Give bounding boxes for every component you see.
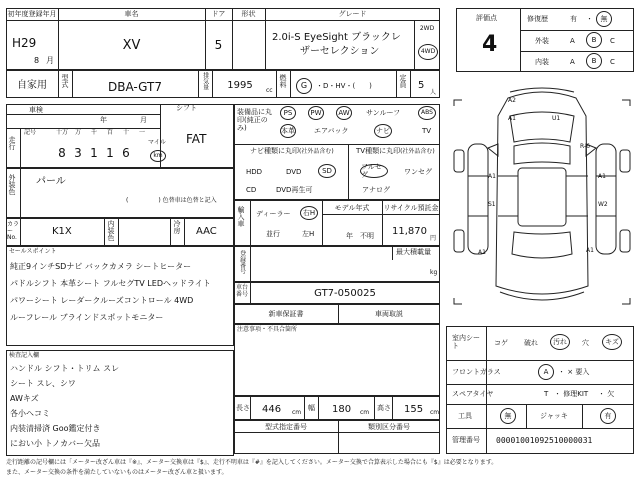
interior-grade-label: 内装	[535, 58, 549, 66]
seat-yabure: 破れ	[524, 339, 538, 347]
capacity-unit: 人	[430, 89, 437, 96]
type-no-label: 型式指定番号	[265, 423, 307, 431]
shift-value: FAT	[186, 132, 207, 146]
fuel-label: 燃料	[279, 74, 288, 88]
digit-header-2: 千	[90, 129, 97, 136]
digit-value-3: 1	[106, 146, 114, 160]
max-load-label: 最大積載量	[396, 248, 431, 256]
first-reg-label: 初年度登録年月	[7, 10, 57, 18]
tools-value-circled: 無	[500, 408, 516, 424]
grade-line1: 2.0i-S EyeSight ブラックレ	[272, 32, 401, 43]
grade-label: グレード	[338, 10, 367, 18]
mark-w2: W2	[598, 201, 608, 208]
mark-a1-top: A1	[508, 115, 516, 122]
door-label: ドア	[211, 10, 226, 18]
spare-missing: ・ 欠	[598, 390, 615, 398]
import-label: 輸入車	[237, 206, 246, 227]
capacity-label: 定員	[399, 74, 408, 88]
interior-color-label: 内装色	[107, 220, 116, 241]
height-label: 高さ	[377, 404, 391, 412]
int-scale-c: C	[610, 58, 615, 66]
import-parallel: 並行	[266, 230, 280, 238]
aircon-label: 冷房	[173, 220, 182, 234]
model-value: DBA-GT7	[107, 80, 163, 94]
recycle-label: リサイクル預託金	[383, 204, 439, 212]
tv-oneseg: ワンセグ	[404, 168, 432, 176]
mark-u1: U1	[552, 115, 561, 122]
equip-leather: 本革	[280, 124, 296, 138]
seat-koge: コゲ	[494, 339, 508, 347]
displacement-value: 1995	[227, 80, 253, 91]
equip-navi: ナビ	[374, 124, 392, 138]
inspector-line: AWキズ	[10, 394, 39, 403]
fuel-options: ・D・HV・( )	[316, 82, 372, 90]
capacity-value: 5	[418, 80, 425, 91]
management-label: 管理番号	[452, 436, 480, 444]
front-glass-a-circled: A	[538, 364, 554, 380]
wear-no-circled: 無	[596, 11, 612, 27]
chassis-label: 車台番号	[236, 284, 249, 298]
ext-scale-b-circled: B	[586, 32, 602, 48]
digit-value-4: 6	[122, 146, 130, 160]
digit-header-3: 百	[106, 129, 113, 136]
navi-title: ナビ種類に丸印(社外品含む)	[250, 147, 334, 155]
grade-line2: ザーセレクション	[300, 46, 380, 57]
ext-scale-a: A	[570, 37, 575, 45]
seat-yogore-circled: 汚れ	[550, 334, 570, 350]
fuel-circled: G	[296, 78, 312, 94]
digit-header-0: 十万	[55, 129, 68, 136]
length-label: 長さ	[236, 404, 250, 412]
ext-scale-c: C	[610, 37, 615, 45]
digit-header-4: 十	[122, 129, 129, 136]
notes-block	[234, 324, 440, 396]
digit-header-label: 記号	[24, 129, 37, 136]
jack-value-circled: 有	[600, 408, 616, 424]
tv-analog: アナログ	[362, 186, 390, 194]
height-unit: cm	[430, 409, 440, 416]
equip-abs: ABS	[418, 106, 436, 120]
spare-tire-label: スペアタイヤ	[452, 390, 494, 398]
class-no-label: 類別区分番号	[368, 423, 410, 431]
tv-title: TV種類に丸印(社外品含む)	[356, 147, 435, 155]
usage-label: 自家用	[17, 80, 47, 91]
shaken-year-unit: 年	[100, 116, 107, 124]
digit-header-1: 万	[74, 129, 81, 136]
car-damage-diagram	[448, 86, 636, 318]
recycle-value: 11,870	[392, 226, 427, 237]
score-label: 評価点	[476, 14, 497, 22]
first-reg-year: H29	[12, 36, 37, 50]
equip-pw: PW	[308, 106, 324, 120]
chassis-value: GT7-050025	[314, 288, 376, 299]
digit-header-5: 一	[138, 129, 145, 136]
digit-value-1: 3	[74, 146, 82, 160]
height-value: 155	[404, 404, 424, 415]
interior-seat-label: 室内シート	[452, 334, 480, 351]
notes-title: 注意事項・不具合箇所	[237, 326, 298, 333]
digit-value-0: 8	[58, 146, 66, 160]
footer-note-1: 走行距離の記号欄には「メーター改ざん車は『※』、メーター交換車は『$』、走行不明車は『#』を記入してください。メーター交換で合算表示した場合にも『$』は必要となります。	[6, 459, 498, 466]
navi-cd: CD	[246, 186, 257, 194]
first-reg-month-unit: 月	[46, 56, 54, 65]
new-warranty-label: 新車保証書	[268, 310, 304, 318]
inspector-line: におい小 トノカバー欠品	[10, 439, 100, 448]
shaken-label: 車検	[29, 106, 43, 114]
front-glass-options: ・ × 要入	[558, 368, 590, 376]
drive-2wd: 2WD	[419, 25, 435, 32]
selling-point-line: パワーシート レーダークルーズコントロール 4WD	[10, 296, 194, 305]
model-year-label: モデル年式	[334, 204, 370, 212]
aircon-value: AAC	[196, 226, 217, 237]
inspector-line: 内装清掃済 Goo鑑定付き	[10, 424, 101, 433]
inspector-line: ハンドル シフト・トリム スレ	[10, 364, 120, 373]
inspector-lines	[10, 364, 232, 454]
mark-a2: A2	[508, 97, 516, 104]
import-dealer: ディーラー	[256, 210, 291, 218]
model-label: 型式	[61, 74, 70, 88]
seat-kizu-circled: キズ	[602, 334, 622, 350]
equipment-title: 装備品に丸印(純正のみ)	[237, 108, 272, 133]
management-value: 00001001092510000031	[496, 436, 593, 445]
mark-a1-rear: A1	[586, 247, 594, 254]
color-no-label: カラーNo.	[7, 221, 20, 242]
reg-no-label: 登録番号	[238, 250, 246, 274]
mile-label: マイル	[148, 139, 166, 146]
mark-a1-bottom: A1	[478, 249, 486, 256]
spare-t: T	[544, 390, 549, 398]
equip-aw: AW	[336, 106, 352, 120]
jack-label: ジャッキ	[540, 412, 568, 420]
handle-left: 左H	[302, 230, 315, 238]
navi-dvd: DVD	[286, 168, 302, 176]
score-value: 4	[482, 32, 498, 57]
mark-s1: S1	[488, 201, 496, 208]
selling-point-line: 純正9インチSDナビ バックカメラ シートヒーター	[10, 262, 192, 271]
exterior-color-label: 外装色	[8, 174, 17, 195]
drive-4wd-circled: 4WD	[418, 44, 438, 60]
displacement-label: 排気量	[201, 72, 209, 90]
selling-points-title: セールスポイント	[9, 248, 57, 255]
model-year-value: 年 不明	[346, 232, 374, 240]
int-scale-b-circled: B	[586, 53, 602, 69]
mark-a1-right: A1	[598, 173, 606, 180]
digit-values	[54, 146, 150, 160]
car-name-label: 車名	[124, 10, 139, 18]
door-value: 5	[214, 38, 223, 52]
equip-tv: TV	[422, 127, 432, 135]
inspector-title: 検査記入欄	[9, 352, 40, 359]
first-reg-month: 8	[34, 56, 40, 65]
inspector-line: シート スレ、シワ	[10, 379, 76, 388]
shift-label: シフト	[176, 104, 197, 112]
selling-point-line: ルーフレール ブラインドスポットモニター	[10, 313, 164, 322]
width-label: 幅	[308, 404, 315, 412]
equip-ps: PS	[280, 106, 296, 120]
equip-airbag: エアバック	[314, 127, 349, 135]
length-value: 446	[262, 404, 282, 415]
tv-fullseg-circled: フルセグ	[360, 164, 388, 178]
width-unit: cm	[360, 409, 370, 416]
handle-right-circled: 右H	[300, 206, 318, 220]
color-change-note: ( ) 色替車は色替と記入	[126, 197, 217, 204]
width-value: 180	[332, 404, 352, 415]
navi-dvd-play: DVD再生可	[276, 186, 313, 194]
car-name-value: XV	[122, 38, 141, 53]
digit-headers	[54, 130, 150, 140]
front-glass-label: フロントガラス	[452, 368, 501, 376]
exterior-grade-label: 外装	[535, 37, 549, 45]
recycle-unit: 円	[430, 235, 437, 242]
mileage-label: 走行	[8, 136, 17, 150]
mark-center: R-6	[580, 143, 590, 150]
manual-label: 車両取説	[375, 310, 403, 318]
shaken-month-unit: 月	[140, 116, 147, 124]
int-scale-a: A	[570, 58, 575, 66]
km-circled: km	[150, 150, 166, 162]
navi-sd-circled: SD	[318, 164, 336, 178]
max-load-unit: kg	[430, 269, 438, 276]
selling-point-line: パドルシフト 本革シート フルセグTV LEDヘッドライト	[10, 279, 211, 288]
wear-label: 修復歴	[527, 15, 548, 23]
selling-points-lines	[10, 262, 232, 330]
exterior-color-value: パール	[36, 176, 66, 187]
spare-kit: ・ 修理KIT	[554, 390, 589, 398]
displacement-unit: cc	[266, 87, 273, 94]
tools-label: 工具	[458, 412, 472, 420]
wear-yes: 有	[570, 15, 577, 23]
footer-note-2: また、メーター交換の条件を満たしていないものはメーター改ざん車と扱います。	[6, 469, 228, 476]
equip-sunroof: サンルーフ	[366, 109, 401, 117]
seat-ana: 穴	[582, 339, 589, 347]
length-unit: cm	[292, 409, 302, 416]
inspector-line: 各小ヘコミ	[10, 409, 50, 418]
digit-value-2: 1	[90, 146, 98, 160]
mark-a1-left: A1	[488, 173, 496, 180]
shape-label: 形状	[241, 10, 256, 18]
color-no-value: K1X	[52, 226, 72, 237]
navi-hdd: HDD	[246, 168, 263, 176]
